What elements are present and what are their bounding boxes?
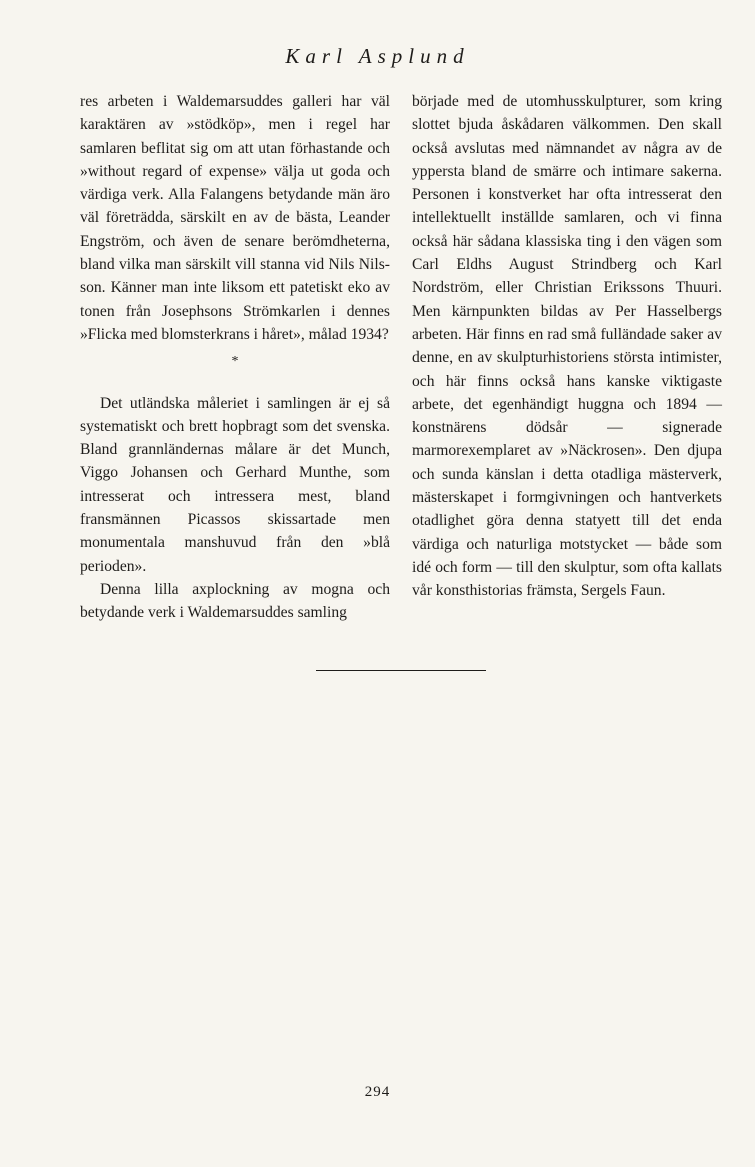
end-rule xyxy=(316,670,486,671)
left-paragraph-1: res arbeten i Waldemarsuddes galleri har väl karaktären av »stödköp», men i regel har samlaren beflitat sig om att utan förhastande och »without regard of expense» välja ut goda och värdiga verk. Alla Falangens betydande män äro väl företrädda, särskilt en av de bästa, Leander Engström, och även de senare berömdheterna, bland vilka man särskilt vill stanna vid Nils Nilsson. Känner man inte liksom ett patetiskt eko av tonen från Josephsons Strömkarlen i dennes »Flicka med blomsterkrans i håret», målad 1934? xyxy=(80,93,390,343)
left-column xyxy=(80,90,390,625)
right-paragraph-1: började med de utomhusskulpturer, som kring slottet bjuda åskådaren välkommen. Den skall också avslutas med nämnandet av några av de yppersta bland de smärre och intimare sakerna. Personen i konstverket har ofta intresserat den intellektuellt inställde samlaren, och vi finna också här sådana klassiska ting i den vägen som Carl Eldhs August Strindberg och Karl Nordström, eller Christian Erikssons Thuuri. Men kärnpunkten bildas av Per Hasselbergs arbeten. Här finns en rad små fulländade saker av denne, en av skulpturhistoriens största intimister, och här finns också hans kanske viktigaste arbete, det egenhändigt huggna och 1894 — konstnärens dödsår — signerade marmorexemplaret av »Näckrosen». Den djupa och sunda känslan i detta otadliga mästerverk, mästerskapet i formgivningen och hantverkets otadlighet göra denna statyett till det enda värdiga och naturliga motstycket — både som idé och form — till den skulptur, som ofta kallats vår konsthistorias främsta, Sergels Faun. xyxy=(412,93,722,600)
left-paragraph-3: Denna lilla axplockning av mogna och betydande verk i Waldemarsuddes samling xyxy=(80,580,390,622)
page-number: 294 xyxy=(364,1084,391,1100)
section-separator: * xyxy=(231,354,239,370)
right-column xyxy=(412,90,722,603)
running-header: Karl Asplund xyxy=(285,44,470,68)
left-paragraph-2: Det utländska måleriet i samlingen är ej så systematiskt och brett hopbragt som det svenska. Bland grannländernas målare är det Munch, Viggo Johansen och Gerhard Munthe, som intresserat och intressera mest, bland fransmännen Picassos skissartade men monumentala manshuvud från den »blå perioden». xyxy=(80,394,390,575)
